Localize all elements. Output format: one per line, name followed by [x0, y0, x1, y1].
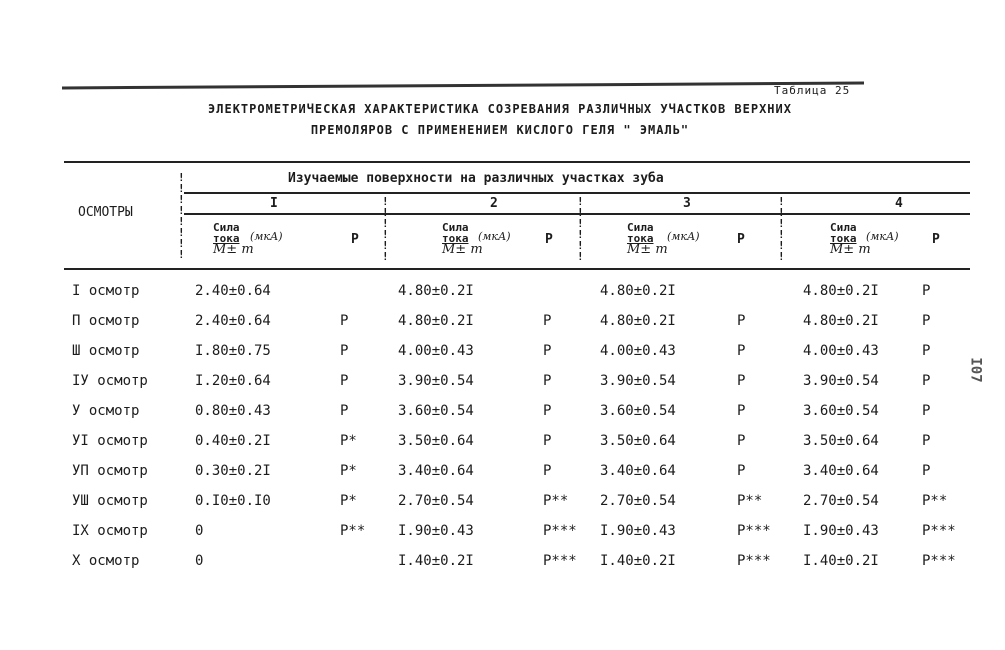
p-value-cell: P [922, 403, 931, 419]
p-value-cell: P* [340, 493, 357, 509]
section-2-label: 2 [490, 196, 498, 211]
group-header-label: Изучаемые поверхности на различных участках зуба [288, 171, 664, 186]
p-header-2: P [545, 232, 553, 247]
separator: ! ! ! ! ! ! ! ! [178, 171, 185, 261]
p-value-cell: P [340, 373, 349, 389]
section-3-label: 3 [683, 196, 691, 211]
row-label: IУ осмотр [72, 373, 148, 389]
current-value-cell: 0.40±0.2I [195, 433, 271, 449]
group-header-rule [184, 192, 970, 194]
current-value-cell: 3.60±0.54 [600, 403, 676, 419]
p-header-1: P [351, 232, 359, 247]
p-value-cell: P* [340, 433, 357, 449]
table-top-rule [64, 161, 970, 163]
current-value-cell: 2.70±0.54 [600, 493, 676, 509]
separator: ! ! ! ! ! ! [577, 195, 584, 263]
p-value-cell: P** [543, 493, 569, 509]
p-value-cell: P [737, 373, 746, 389]
current-value-cell: 3.40±0.64 [803, 463, 879, 479]
current-value-cell: 3.60±0.54 [803, 403, 879, 419]
p-header-3: P [737, 232, 745, 247]
header-bottom-rule [64, 268, 970, 270]
unit-label-2: (мкА) [478, 230, 511, 243]
p-value-cell: P [922, 463, 931, 479]
p-value-cell: P [543, 463, 552, 479]
current-value-cell: I.20±0.64 [195, 373, 271, 389]
current-value-cell: 3.40±0.64 [600, 463, 676, 479]
current-header-1: Сила тока M± m [213, 221, 254, 257]
current-value-cell: I.90±0.43 [398, 523, 474, 539]
current-header-2: Сила тока M± m [442, 221, 483, 257]
p-value-cell: P [340, 313, 349, 329]
p-value-cell: P** [340, 523, 366, 539]
row-label: УI осмотр [72, 433, 148, 449]
unit-label-4: (мкА) [866, 230, 899, 243]
current-value-cell: 3.50±0.64 [600, 433, 676, 449]
row-label: X осмотр [72, 553, 140, 569]
p-value-cell: P [922, 343, 931, 359]
current-value-cell: 0.I0±0.I0 [195, 493, 271, 509]
row-header-label: ОСМОТРЫ [78, 205, 133, 220]
p-value-cell: P [922, 283, 931, 299]
current-header-3: Сила тока M± m [627, 221, 668, 257]
current-value-cell: 0.80±0.43 [195, 403, 271, 419]
current-value-cell: 3.90±0.54 [600, 373, 676, 389]
p-value-cell: P [340, 343, 349, 359]
unit-label-1: (мкА) [250, 230, 283, 243]
p-value-cell: P [922, 433, 931, 449]
current-value-cell: 4.80±0.2I [398, 283, 474, 299]
current-value-cell: 4.80±0.2I [600, 313, 676, 329]
current-value-cell: I.80±0.75 [195, 343, 271, 359]
current-value-cell: 2.70±0.54 [803, 493, 879, 509]
current-value-cell: 4.80±0.2I [600, 283, 676, 299]
current-value-cell: I.90±0.43 [803, 523, 879, 539]
row-label: УП осмотр [72, 463, 148, 479]
p-value-cell: P [737, 313, 746, 329]
unit-label-3: (мкА) [667, 230, 700, 243]
current-value-cell: 2.40±0.64 [195, 283, 271, 299]
table-title-line-2: ПРЕМОЛЯРОВ С ПРИМЕНЕНИЕМ КИСЛОГО ГЕЛЯ " ЭМАЛЬ" [310, 123, 690, 137]
current-value-cell: 4.00±0.43 [398, 343, 474, 359]
p-value-cell: P*** [922, 553, 956, 569]
row-label: I осмотр [72, 283, 140, 299]
p-value-cell: P [922, 373, 931, 389]
section-1-label: I [270, 196, 278, 211]
top-rule [62, 82, 864, 90]
p-value-cell: P [543, 373, 552, 389]
p-value-cell: P [737, 403, 746, 419]
current-value-cell: 3.50±0.64 [803, 433, 879, 449]
p-value-cell: P [543, 403, 552, 419]
row-label: УШ осмотр [72, 493, 148, 509]
current-value-cell: 4.00±0.43 [803, 343, 879, 359]
table-number: Таблица 25 [774, 84, 851, 97]
p-value-cell: P*** [737, 553, 771, 569]
current-value-cell: 3.90±0.54 [803, 373, 879, 389]
p-value-cell: P** [922, 493, 948, 509]
current-value-cell: I.40±0.2I [398, 553, 474, 569]
current-value-cell: 3.60±0.54 [398, 403, 474, 419]
current-value-cell: 0 [195, 553, 204, 569]
page-number: I07 [967, 357, 984, 383]
separator: ! ! ! ! ! ! [382, 195, 389, 263]
current-value-cell: 4.00±0.43 [600, 343, 676, 359]
current-value-cell: I.40±0.2I [803, 553, 879, 569]
p-value-cell: P*** [543, 523, 577, 539]
p-value-cell: P*** [922, 523, 956, 539]
p-value-cell: P* [340, 463, 357, 479]
p-value-cell: P [737, 463, 746, 479]
section-4-label: 4 [895, 196, 903, 211]
current-value-cell: 3.50±0.64 [398, 433, 474, 449]
current-value-cell: 3.90±0.54 [398, 373, 474, 389]
p-header-4: P [932, 232, 940, 247]
current-value-cell: I.90±0.43 [600, 523, 676, 539]
p-value-cell: P [737, 433, 746, 449]
separator: ! ! ! ! ! ! [778, 195, 785, 263]
table-title-line-1: ЭЛЕКТРОМЕТРИЧЕСКАЯ ХАРАКТЕРИСТИКА СОЗРЕВАНИЯ РАЗЛИЧНЫХ УЧАСТКОВ ВЕРХНИХ [208, 102, 792, 116]
current-value-cell: 4.80±0.2I [803, 283, 879, 299]
row-label: Ш осмотр [72, 343, 140, 359]
row-label: IX осмотр [72, 523, 148, 539]
current-value-cell: 4.80±0.2I [398, 313, 474, 329]
current-header-4: Сила тока M± m [830, 221, 871, 257]
p-value-cell: P** [737, 493, 763, 509]
current-value-cell: 2.40±0.64 [195, 313, 271, 329]
current-value-cell: 4.80±0.2I [803, 313, 879, 329]
p-value-cell: P*** [543, 553, 577, 569]
p-value-cell: P*** [737, 523, 771, 539]
p-value-cell: P [340, 403, 349, 419]
current-value-cell: 3.40±0.64 [398, 463, 474, 479]
current-value-cell: 0 [195, 523, 204, 539]
p-value-cell: P [543, 433, 552, 449]
current-value-cell: 0.30±0.2I [195, 463, 271, 479]
p-value-cell: P [543, 343, 552, 359]
current-value-cell: I.40±0.2I [600, 553, 676, 569]
current-value-cell: 2.70±0.54 [398, 493, 474, 509]
p-value-cell: P [543, 313, 552, 329]
row-label: У осмотр [72, 403, 140, 419]
p-value-cell: P [737, 343, 746, 359]
p-value-cell: P [922, 313, 931, 329]
row-label: П осмотр [72, 313, 140, 329]
